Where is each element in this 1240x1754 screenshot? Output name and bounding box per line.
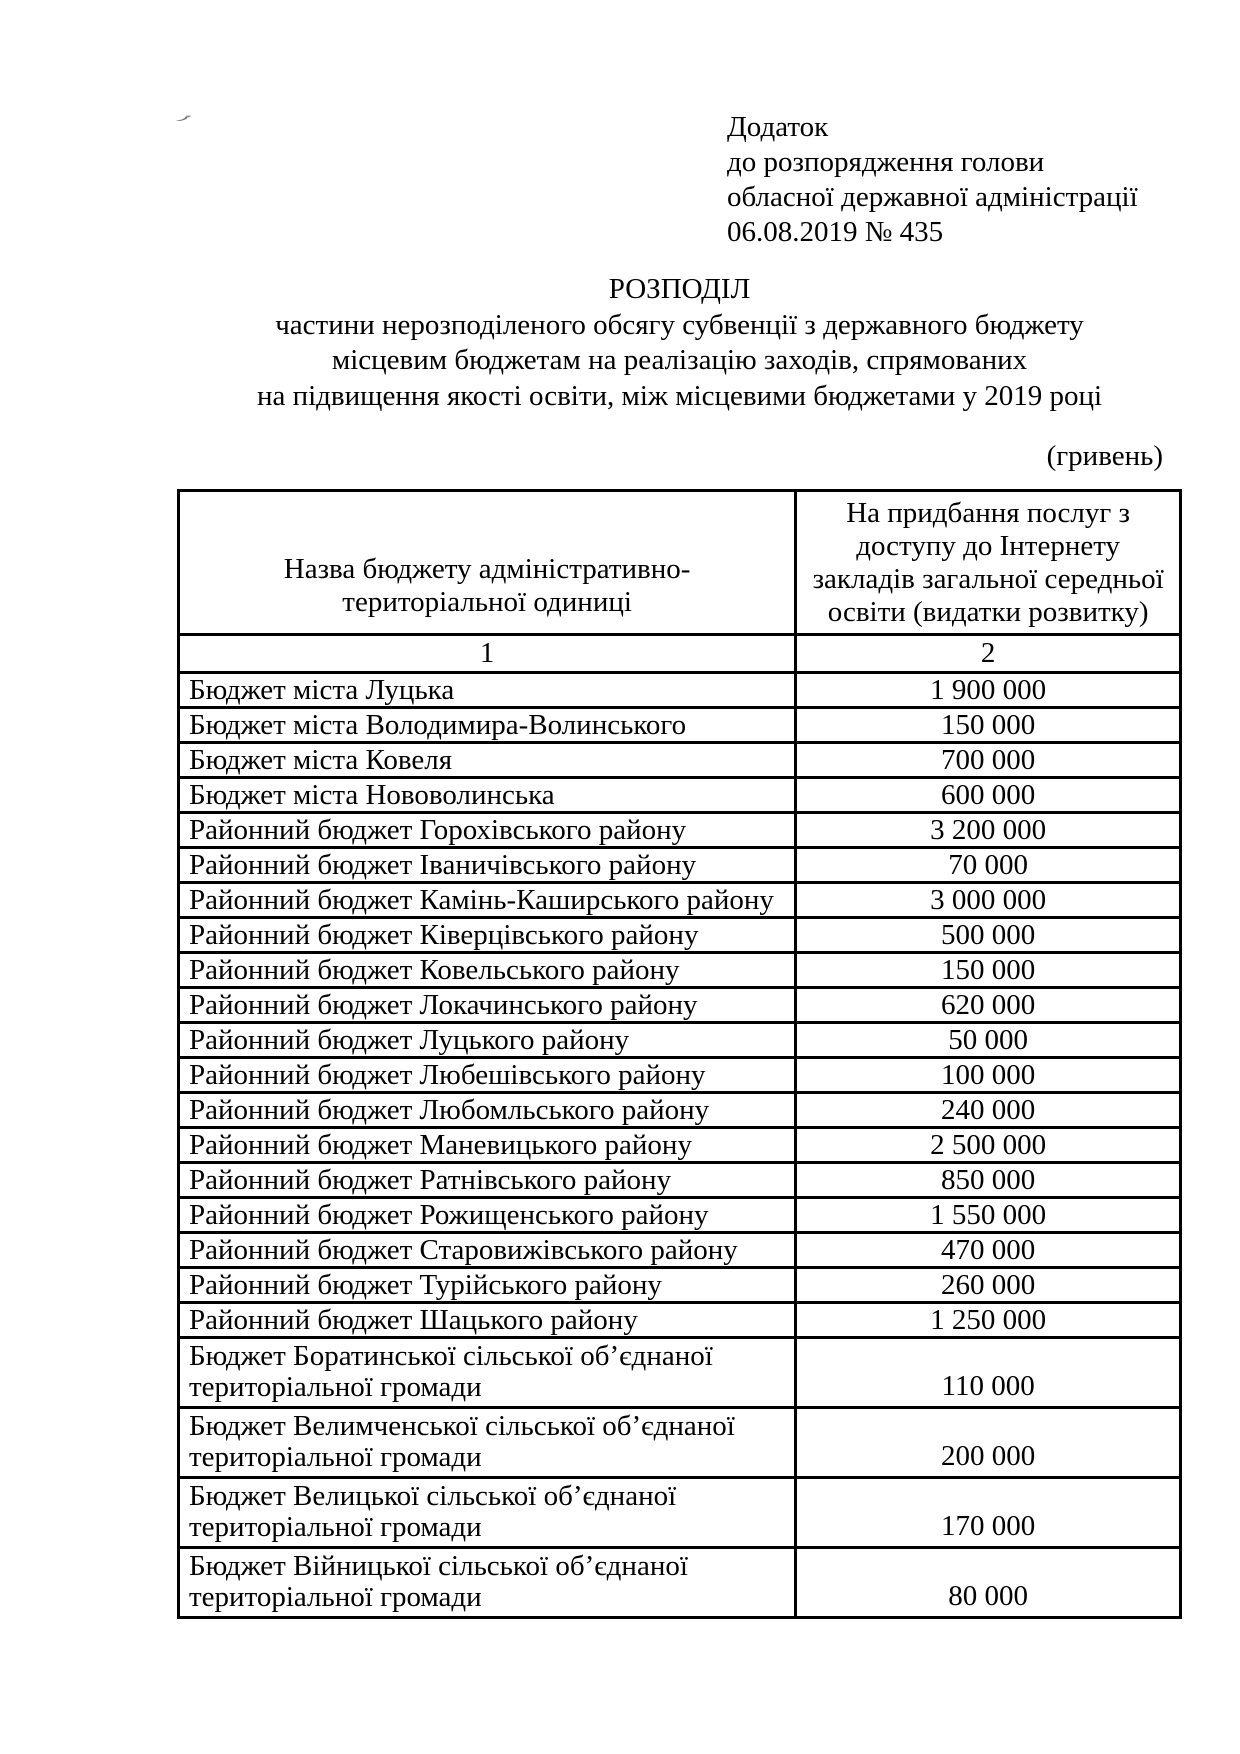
table-row	[179, 1128, 1181, 1163]
amount-cell: 3 000 000	[796, 883, 1181, 918]
budget-name-cell: Районний бюджет Шацького району	[179, 1303, 796, 1338]
amount-cell: 150 000	[796, 708, 1181, 743]
budget-name-cell: Районний бюджет Горохівського району	[179, 813, 796, 848]
table-row	[179, 708, 1181, 743]
budget-name-cell: Районний бюджет Локачинського району	[179, 988, 796, 1023]
column-number-2: 2	[796, 635, 1181, 673]
column-header-line: територіальної одиниці	[342, 586, 632, 618]
amount-cell: 600 000	[796, 778, 1181, 813]
budget-table-body	[179, 673, 1181, 1618]
table-row	[179, 1163, 1181, 1198]
budget-name-cell: Бюджет міста Володимира-Волинського	[179, 708, 796, 743]
budget-name-cell: Районний бюджет Маневицького району	[179, 1128, 796, 1163]
table-row	[179, 1023, 1181, 1058]
table-row	[179, 743, 1181, 778]
budget-name-cell: Районний бюджет Любомльського району	[179, 1093, 796, 1128]
budget-name-cell: Районний бюджет Турійського району	[179, 1268, 796, 1303]
currency-note: (гривень)	[1046, 440, 1163, 472]
budget-name-cell: Районний бюджет Ратнівського району	[179, 1163, 796, 1198]
budget-name-cell: Районний бюджет Рожищенського району	[179, 1198, 796, 1233]
table-row	[179, 778, 1181, 813]
budget-name-cell: Районний бюджет Ківерцівського району	[179, 918, 796, 953]
amount-cell: 240 000	[796, 1093, 1181, 1128]
budget-name-cell: Бюджет Велимченської сільської об’єднаної територіальної громади	[179, 1408, 796, 1478]
table-header-row	[179, 491, 1181, 635]
appendix-line: обласної державної адміністрації	[727, 181, 1138, 213]
amount-cell: 80 000	[796, 1548, 1181, 1618]
table-row	[179, 813, 1181, 848]
title-block	[177, 272, 1182, 414]
document-title: РОЗПОДІЛ	[608, 273, 751, 305]
amount-cell: 110 000	[796, 1338, 1181, 1408]
amount-cell: 620 000	[796, 988, 1181, 1023]
table-row	[179, 1268, 1181, 1303]
table-row	[179, 883, 1181, 918]
budget-name-cell: Бюджет міста Нововолинська	[179, 778, 796, 813]
table-row	[179, 1478, 1181, 1548]
amount-cell: 200 000	[796, 1408, 1181, 1478]
table-row	[179, 673, 1181, 708]
amount-cell: 150 000	[796, 953, 1181, 988]
amount-cell: 700 000	[796, 743, 1181, 778]
amount-cell: 100 000	[796, 1058, 1181, 1093]
amount-cell: 1 550 000	[796, 1198, 1181, 1233]
document-subtitle-line: частини нерозподіленого обсягу субвенції з державного бюджету	[275, 308, 1084, 341]
budget-name-cell: Районний бюджет Любешівського району	[179, 1058, 796, 1093]
column-numbering-row	[179, 635, 1181, 673]
budget-name-cell: Бюджет Боратинської сільської об’єднаної територіальної громади	[179, 1338, 796, 1408]
scan-artifact-mark	[172, 113, 187, 121]
table-row	[179, 1338, 1181, 1408]
budget-table	[177, 489, 1182, 1619]
column-header-line: доступу до Інтернету	[856, 529, 1121, 562]
table-row	[179, 1093, 1181, 1128]
budget-name-cell: Бюджет Велицької сільської об’єднаної територіальної громади	[179, 1478, 796, 1548]
column-number-1: 1	[179, 635, 796, 673]
amount-cell: 260 000	[796, 1268, 1181, 1303]
budget-name-cell: Районний бюджет Ковельського району	[179, 953, 796, 988]
document-subtitle-line: місцевим бюджетам на реалізацію заходів, спрямованих	[331, 344, 1028, 376]
amount-cell: 50 000	[796, 1023, 1181, 1058]
table-row	[179, 1198, 1181, 1233]
table-row	[179, 1303, 1181, 1338]
budget-name-cell: Районний бюджет Старовижівського району	[179, 1233, 796, 1268]
budget-name-cell: Районний бюджет Іваничівського району	[179, 848, 796, 883]
column-header-internet-amount	[796, 491, 1181, 635]
amount-cell: 2 500 000	[796, 1128, 1181, 1163]
document-subtitle-line: на підвищення якості освіти, між місцевими бюджетами у 2019 році	[256, 379, 1103, 412]
budget-name-cell: Бюджет Війницької сільської об’єднаної територіальної громади	[179, 1548, 796, 1618]
table-row	[179, 953, 1181, 988]
table-row	[179, 918, 1181, 953]
table-row	[179, 1058, 1181, 1093]
budget-name-cell: Районний бюджет Луцького району	[179, 1023, 796, 1058]
table-row	[179, 1548, 1181, 1618]
table-row	[179, 988, 1181, 1023]
amount-cell: 70 000	[796, 848, 1181, 883]
appendix-block	[727, 110, 1138, 250]
column-header-line: освіти (видатки розвитку)	[827, 595, 1149, 628]
table-row	[179, 1233, 1181, 1268]
budget-name-cell: Бюджет міста Ковеля	[179, 743, 796, 778]
amount-cell: 3 200 000	[796, 813, 1181, 848]
budget-name-cell: Бюджет міста Луцька	[179, 673, 796, 708]
appendix-line: 06.08.2019 № 435	[727, 216, 944, 248]
table-row	[179, 1408, 1181, 1478]
appendix-line: до розпорядження голови	[727, 146, 1045, 178]
column-header-budget-name	[179, 491, 796, 635]
amount-cell: 500 000	[796, 918, 1181, 953]
amount-cell: 470 000	[796, 1233, 1181, 1268]
amount-cell: 170 000	[796, 1478, 1181, 1548]
budget-name-cell: Районний бюджет Камінь-Каширського району	[179, 883, 796, 918]
table-row	[179, 848, 1181, 883]
appendix-line: Додаток	[727, 111, 829, 143]
column-header-line: На придбання послуг з	[846, 496, 1131, 529]
column-header-line: Назва бюджету адміністративно-	[283, 553, 691, 585]
amount-cell: 1 900 000	[796, 673, 1181, 708]
column-header-line: закладів загальної середньої	[812, 562, 1164, 595]
amount-cell: 850 000	[796, 1163, 1181, 1198]
amount-cell: 1 250 000	[796, 1303, 1181, 1338]
